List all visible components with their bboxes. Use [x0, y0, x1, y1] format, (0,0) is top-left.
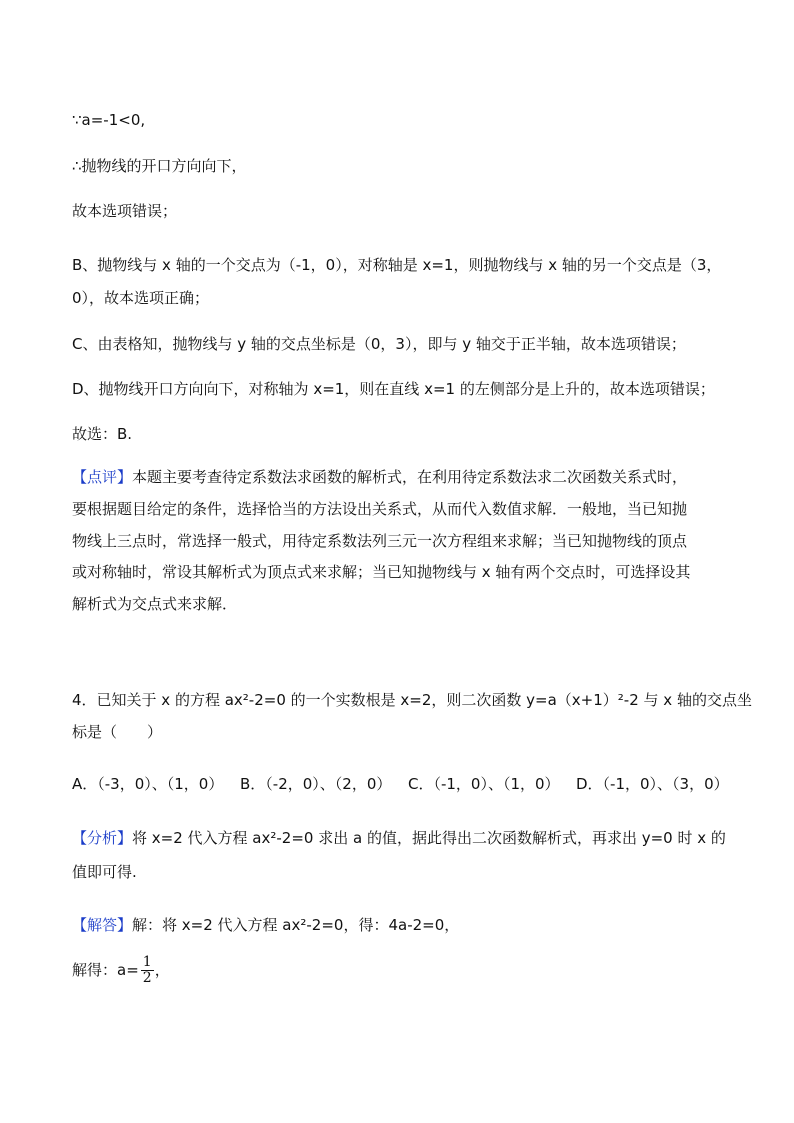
fraction-one-half: [141, 955, 154, 986]
answer-line-1: [72, 915, 459, 935]
text-line-option-a-verdict: 故本选项错误；: [72, 202, 178, 220]
text-line-option-c: C、由表格知，抛物线与 y 轴的交点坐标是（0，3），即与 y 轴交于正半轴，故本选项错误；: [72, 335, 686, 353]
comment-text-1: 本题主要考查待定系数法求函数的解析式，在利用待定系数法求二次函数关系式时，: [132, 468, 688, 486]
text-line-condition: ∵a=-1<0,: [72, 111, 146, 129]
text-line-option-b-cont: 0），故本选项正确；: [72, 289, 210, 307]
comment-tag: 【点评】: [72, 468, 133, 486]
analysis-line-1: [72, 828, 726, 848]
fraction-denominator: 2: [142, 970, 152, 986]
analysis-text-1: 将 x=2 代入方程 ax²-2=0 求出 a 的值，据此得出二次函数解析式，再求出 y=0 时 x 的: [132, 829, 726, 847]
answer-text-1: 解：将 x=2 代入方程 ax²-2=0，得：4a-2=0，: [132, 916, 460, 934]
question-line-2: 标是（ ）: [72, 723, 163, 741]
text-line-option-d: D、抛物线开口方向向下，对称轴为 x=1，则在直线 x=1 的左侧部分是上升的，故本选项错误；: [72, 380, 715, 398]
comment-line-5: 解析式为交点式来求解．: [72, 595, 238, 613]
text-line-option-b: B、抛物线与 x 轴的一个交点为（-1，0），对称轴是 x=1，则抛物线与 x 轴的另一个交点是（3，: [72, 256, 722, 274]
text-line-conclusion: ∴抛物线的开口方向向下，: [72, 157, 247, 175]
comment-line-3: 物线上三点时，常选择一般式，用待定系数法列三元一次方程组来求解；当已知抛物线的顶点: [72, 532, 688, 550]
analysis-line-2: 值即可得.: [72, 863, 137, 881]
option-b: B．（-2，0）、（2，0）: [240, 775, 392, 793]
answer-line-2: [72, 953, 170, 987]
question-line-1: 4．已知关于 x 的方程 ax²-2=0 的一个实数根是 x=2，则二次函数 y=a（x+1）²-2 与 x 轴的交点坐: [72, 691, 752, 709]
option-c: C．（-1，0）、（1，0）: [408, 775, 560, 793]
answer-prefix: 解得：a=: [72, 961, 139, 979]
option-a: A．（-3，0）、（1，0）: [72, 775, 224, 793]
comment-line-1: [72, 467, 687, 487]
option-d: D．（-1，0）、（3，0）: [576, 775, 729, 793]
comment-line-2: 要根据题目给定的条件，选择恰当的方法设出关系式，从而代入数值求解．一般地，当已知抛: [72, 500, 688, 518]
analysis-tag: 【分析】: [72, 829, 133, 847]
text-line-choice: 故选：B.: [72, 425, 133, 443]
fraction-numerator: 1: [142, 954, 152, 970]
comment-line-4: 或对称轴时，常设其解析式为顶点式来求解；当已知抛物线与 x 轴有两个交点时，可选择设其: [72, 563, 691, 581]
answer-tag: 【解答】: [72, 916, 133, 934]
question-options: [72, 774, 732, 794]
answer-suffix: ，: [154, 961, 170, 979]
